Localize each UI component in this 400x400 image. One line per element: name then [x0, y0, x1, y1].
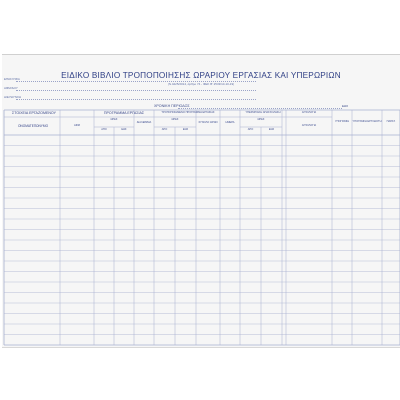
group-employee-header: ΣΤΟΙΧΕΙΑ ΕΡΓΑΖΟΜΕΝΟΥ — [11, 111, 57, 115]
col-schedule-break-header: ΔΙΑΛΕΙΜΜΑ — [136, 121, 152, 124]
col-employer-signature-header: ΥΠΟΓΡΑΦΗ ΕΡΓΟΔΟΤΗ — [352, 120, 382, 123]
subcol-modified-to: ΕΩΣ — [182, 128, 189, 131]
document-sheet — [2, 54, 400, 348]
table-grid — [2, 55, 400, 347]
col-modified-hours-header: ΩΡΕΣ — [171, 118, 179, 121]
document-title: ΕΙΔΙΚΟ ΒΙΒΛΙΟ ΤΡΟΠΟΠΟΙΗΣΗΣ ΩΡΑΡΙΟΥ ΕΡΓΑΣΙΑΣ ΚΑΙ ΥΠΕΡΩΡΙΩΝ — [61, 71, 341, 80]
col-overtime-hours-header: ΩΡΕΣ — [257, 118, 265, 121]
col-signature-header: ΥΠΟΓΡΑΦΗ — [334, 120, 350, 123]
col-reason-header: ΑΙΤΙΟΛΟΓΙΑ — [301, 124, 317, 127]
col-name-header: ΟΝΟΜΑΤΕΠΩΝΥΜΟ — [17, 124, 49, 128]
group-modified-header: ΤΡΟΠΟΠΟΙΗΜΕΝΟ ΠΡΟΓΡΑΜΜΑ ΕΡΓΑΣΙΑΣ — [161, 111, 215, 114]
group-schedule-header: ΠΡΟΓΡΑΜΜΑ ΕΡΓΑΣΙΑΣ — [103, 111, 145, 115]
subcol-modified-from: ΑΠΟ — [161, 128, 168, 131]
group-overtime-header: ΥΠΕΡΩΡΙΑΚΗ ΑΠΑΣΧΟΛΗΣΗ — [245, 111, 281, 114]
period-to-label: ΕΩΣ — [342, 104, 349, 108]
header-field-company-label: ΕΠΩΝΥΜΙΑ — [4, 77, 20, 81]
document-subtitle: (Ν.4225/2014, άρθρο 74 - ΦΕΚ Β' 2533/10-10-19) — [167, 82, 235, 86]
subcol-schedule-to: ΕΩΣ — [121, 128, 127, 131]
period-label: ΧΡΟΝΙΚΗ ΠΕΡΙΟΔΟΣ — [154, 104, 190, 108]
col-modified-total-header: ΣΥΝΟΛΟ ΩΡΩΝ — [198, 121, 218, 124]
col-schedule-hours-header: ΩΡΕΣ — [110, 118, 118, 121]
header-field-address-label: ΔΙΕΥΘΥΝΣΗ — [4, 95, 22, 99]
group-reason-header: ΑΙΤΙΟΛΟΓΙΑ — [301, 111, 317, 114]
subcol-overtime-from: ΑΠΟ — [247, 128, 254, 131]
col-overtime-day-header: ΗΜΕΡΑ — [225, 121, 235, 124]
header-field-tax-label: ΑΦΜ/ΔΟΥ — [4, 86, 18, 90]
col-remarks-header: ΠΑΡΑΤ. — [386, 120, 396, 123]
subcol-schedule-from: ΑΠΟ — [101, 128, 107, 131]
subcol-overtime-to: ΕΩΣ — [268, 128, 275, 131]
col-afm-header: ΑΦΜ — [74, 124, 80, 127]
